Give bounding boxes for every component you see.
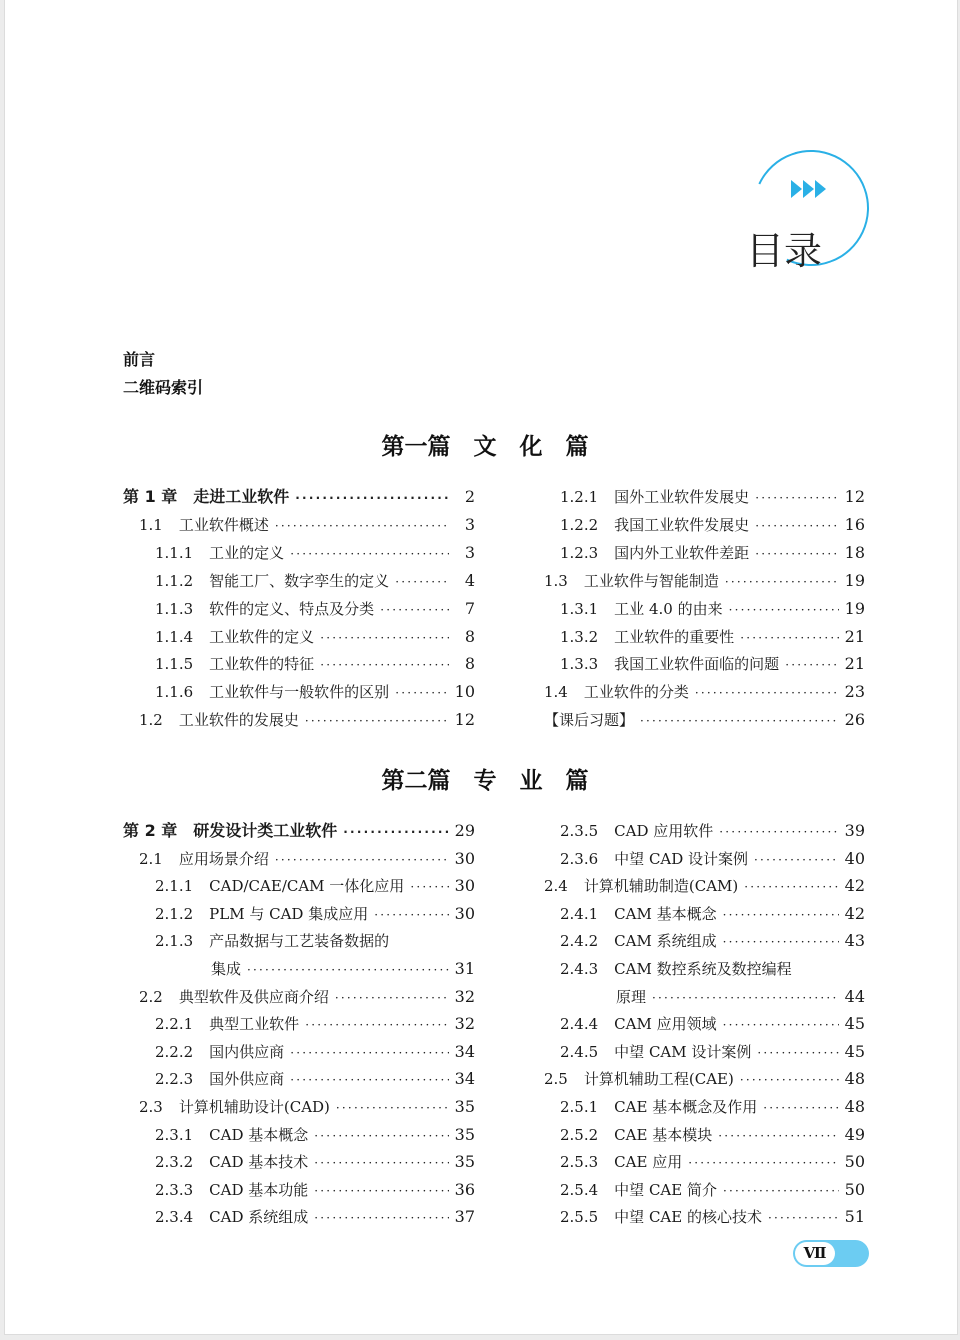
- toc-entry-page: 48: [844, 1097, 865, 1116]
- toc-entry-title: 工业软件概述: [178, 515, 269, 534]
- toc-entry[interactable]: [544, 1067, 865, 1091]
- toc-entry[interactable]: [155, 625, 475, 649]
- toc-entry-number: 2.3.3: [155, 1180, 194, 1199]
- toc-entry-title: 应用场景介绍: [178, 849, 269, 868]
- dot-leader: [290, 542, 449, 566]
- toc-entry-page: 2: [464, 487, 475, 506]
- toc-entry-page: 4: [464, 570, 475, 590]
- toc-entry-title: CAD 基本概念: [209, 1125, 309, 1144]
- toc-entry-page: 19: [844, 598, 865, 618]
- toc-entry-page: 40: [844, 848, 865, 868]
- dot-leader: [290, 1068, 448, 1092]
- toc-entry-number: 2.2.3: [155, 1070, 194, 1089]
- toc-entry-page: 8: [464, 626, 475, 646]
- toc-entry-title: CAD 应用软件: [614, 822, 714, 840]
- toc-entry-title: 原理: [616, 987, 647, 1006]
- toc-entry-number: 2.3.1: [155, 1125, 194, 1144]
- toc-entry-title: 工业软件与一般软件的区别: [209, 683, 390, 702]
- toc-entry-title: 典型工业软件: [209, 1015, 300, 1034]
- toc-entry-title: 计算机辅助设计(CAD): [178, 1098, 330, 1116]
- dot-leader: [729, 598, 839, 622]
- toc-entry-number: 2.3.5: [560, 822, 599, 840]
- toc-entry-title: 集成: [211, 960, 242, 978]
- toc-entry-page: 3: [464, 514, 475, 534]
- toc-entry-page: 42: [844, 903, 865, 923]
- toc-entry[interactable]: [155, 874, 475, 898]
- toc-entry[interactable]: [560, 597, 865, 621]
- dot-leader: [295, 486, 449, 510]
- toc-entry-number: 1.1.5: [155, 655, 194, 674]
- toc-entry-number: 1.2.1: [560, 488, 599, 506]
- toc-entry[interactable]: [560, 1040, 865, 1064]
- toc-entry-page: 34: [454, 1041, 475, 1061]
- toc-entry-title: 中望 CAE 的核心技术: [614, 1208, 762, 1227]
- toc-entry-page: 21: [844, 654, 865, 674]
- dot-leader: [768, 1206, 839, 1230]
- toc-entry[interactable]: [155, 1150, 475, 1174]
- toc-entry-page: 50: [844, 1152, 865, 1172]
- toc-entry-title: CAE 基本模块: [614, 1125, 713, 1144]
- toc-entry-number: 1.3.1: [560, 599, 599, 618]
- toc-entry-title: CAD 基本技术: [209, 1153, 309, 1172]
- toc-entry[interactable]: [155, 1205, 475, 1229]
- part-title-1: 第一篇 文 化 篇: [381, 434, 589, 460]
- toc-entry-title: 国内外工业软件差距: [614, 543, 750, 562]
- toc-entry[interactable]: [560, 485, 865, 509]
- dot-leader: [336, 1096, 449, 1120]
- toc-entry-number: 第 2 章: [123, 821, 178, 840]
- toc-entry-page: 36: [454, 1179, 475, 1199]
- dot-leader: [320, 653, 449, 677]
- toc-entry-number: 2.4.1: [560, 904, 599, 923]
- toc-entry-title: 智能工厂、数字孪生的定义: [209, 571, 390, 590]
- toc-entry-title: 国外工业软件发展史: [614, 488, 750, 506]
- toc-entry-number: 1.3.2: [560, 627, 599, 646]
- toc-entry-page: 34: [454, 1069, 475, 1089]
- dot-leader: [754, 848, 839, 872]
- toc-entry-number: 2.3.4: [155, 1208, 194, 1227]
- toc-entry-page: 12: [844, 487, 865, 506]
- toc-entry-title: 我国工业软件面临的问题: [614, 655, 780, 674]
- toc-entry-title: 【课后习题】: [544, 711, 635, 730]
- toc-entry[interactable]: [211, 957, 475, 981]
- toc-entry-title: CAM 系统组成: [614, 932, 717, 951]
- dot-leader: [247, 958, 449, 982]
- toc-entry-page: 49: [844, 1124, 865, 1144]
- dot-leader: [652, 986, 839, 1010]
- dot-leader: [755, 514, 838, 538]
- toc-entry-title: 中望 CAM 设计案例: [614, 1042, 752, 1061]
- dot-leader: [335, 986, 449, 1010]
- toc-entry[interactable]: [155, 929, 475, 953]
- toc-entry-title: 典型软件及供应商介绍: [178, 987, 329, 1006]
- toc-entry-title: 工业软件的重要性: [614, 627, 735, 646]
- toc-entry[interactable]: [560, 1012, 865, 1036]
- dot-leader: [305, 709, 449, 733]
- toc-entry[interactable]: [560, 902, 865, 926]
- toc-entry[interactable]: [155, 680, 475, 704]
- toc-entry[interactable]: [139, 513, 475, 537]
- dot-leader: [740, 1068, 839, 1092]
- toc-entry[interactable]: [544, 874, 865, 898]
- toc-entry-number: 2.2.1: [155, 1015, 194, 1034]
- toc-entry-page: 37: [454, 1207, 475, 1227]
- dot-leader: [314, 1151, 448, 1175]
- toc-entry-title: 研发设计类工业软件: [193, 821, 338, 840]
- toc-entry-page: 23: [844, 682, 865, 702]
- dot-leader: [740, 626, 838, 650]
- dot-leader: [688, 1151, 838, 1175]
- toc-entry-number: 1.4: [544, 683, 568, 702]
- toc-entry-title: 工业软件的定义: [209, 627, 315, 646]
- toc-entry-page: 42: [844, 876, 865, 896]
- toc-entry-page: 31: [454, 959, 475, 978]
- dot-leader: [343, 820, 448, 844]
- toc-entry-title: 工业 4.0 的由来: [614, 599, 723, 618]
- toc-entry[interactable]: [155, 902, 475, 926]
- dot-leader: [395, 570, 449, 594]
- toc-entry[interactable]: [560, 1095, 865, 1119]
- dot-leader: [275, 514, 449, 538]
- toc-entry[interactable]: [123, 819, 475, 843]
- dot-leader: [744, 875, 838, 899]
- toc-entry-number: 2.4.5: [560, 1042, 599, 1061]
- toc-entry-number: 1.1.6: [155, 683, 194, 702]
- toc-entry-number: 1.3.3: [560, 655, 599, 674]
- toc-entry-number: 1.2.2: [560, 515, 599, 534]
- toc-entry-number: 2.5: [544, 1070, 568, 1089]
- toc-entry-number: 1.1.4: [155, 627, 194, 646]
- toc-entry[interactable]: [560, 625, 865, 649]
- toc-entry-page: 44: [844, 986, 865, 1006]
- toc-entry[interactable]: [560, 1150, 865, 1174]
- toc-entry-title: CAE 基本概念及作用: [614, 1098, 758, 1116]
- toc-entry-title: 我国工业软件发展史: [614, 515, 750, 534]
- dot-leader: [320, 626, 449, 650]
- dot-leader: [718, 1124, 838, 1148]
- dot-leader: [755, 486, 838, 510]
- page-number: Ⅶ: [795, 1242, 835, 1265]
- toc-entry-title: CAD/CAE/CAM 一体化应用: [209, 877, 405, 896]
- dot-leader: [695, 681, 839, 705]
- toc-entry-page: 19: [844, 570, 865, 590]
- dot-leader: [374, 903, 448, 927]
- toc-entry-title: 产品数据与工艺装备数据的: [209, 932, 390, 951]
- dot-leader: [305, 1013, 448, 1037]
- toc-entry[interactable]: [560, 513, 865, 537]
- dot-leader: [640, 709, 839, 733]
- dot-leader: [723, 1179, 839, 1203]
- triple-arrow-icon: [791, 180, 826, 198]
- toc-entry-title: 中望 CAE 简介: [614, 1180, 717, 1199]
- toc-entry[interactable]: [155, 1040, 475, 1064]
- toc-entry-page: 45: [844, 1014, 865, 1034]
- toc-entry-title: CAM 应用领域: [614, 1015, 717, 1034]
- toc-entry-title: CAD 基本功能: [209, 1180, 309, 1199]
- toc-entry-number: 2.4: [544, 877, 568, 896]
- toc-entry-number: 1.2: [139, 711, 163, 730]
- dot-leader: [723, 1013, 839, 1037]
- toc-entry-number: 2.3.2: [155, 1153, 194, 1172]
- page-number-tab: [793, 1240, 869, 1267]
- toc-entry[interactable]: [560, 1178, 865, 1202]
- toc-entry-page: 51: [844, 1207, 865, 1227]
- toc-entry-number: 2.5.5: [560, 1208, 599, 1227]
- toc-entry-page: 30: [454, 903, 475, 923]
- toc-entry-number: 2.1.3: [155, 932, 194, 951]
- toc-entry-number: 第 1 章: [123, 487, 178, 506]
- toc-entry-number: 2.1.2: [155, 904, 194, 923]
- toc-entry-number: 2.5.1: [560, 1098, 599, 1116]
- dot-leader: [723, 930, 839, 954]
- toc-entry[interactable]: [155, 1012, 475, 1036]
- toc-entry[interactable]: [155, 1123, 475, 1147]
- page-sheet: [4, 0, 958, 1335]
- dot-leader: [275, 848, 449, 872]
- toc-entry-title: CAM 数控系统及数控编程: [614, 960, 792, 978]
- toc-entry-number: 1.1.2: [155, 571, 194, 590]
- toc-entry[interactable]: [155, 541, 475, 565]
- toc-entry[interactable]: [155, 652, 475, 676]
- dot-leader: [314, 1206, 448, 1230]
- dot-leader: [380, 598, 449, 622]
- toc-entry-title: PLM 与 CAD 集成应用: [209, 904, 369, 923]
- dot-leader: [757, 1041, 838, 1065]
- toc-entry-page: 10: [454, 682, 475, 702]
- toc-entry[interactable]: [544, 708, 865, 732]
- dot-leader: [410, 875, 448, 899]
- toc-entry[interactable]: [139, 1095, 475, 1119]
- toc-entry-title: 国内供应商: [209, 1042, 285, 1061]
- toc-entry-page: 32: [454, 986, 475, 1006]
- toc-entry-number: 2.2.2: [155, 1042, 194, 1061]
- toc-entry-page: 26: [844, 710, 865, 730]
- dot-leader: [723, 903, 839, 927]
- toc-entry[interactable]: [155, 1178, 475, 1202]
- toc-entry-title: 中望 CAD 设计案例: [614, 849, 749, 868]
- toc-entry-page: 29: [454, 821, 475, 840]
- toc-entry-title: 工业的定义: [209, 543, 285, 562]
- toc-entry[interactable]: [544, 680, 865, 704]
- toc-entry-number: 1.1.1: [155, 543, 194, 562]
- toc-entry-number: 2.3: [139, 1098, 163, 1116]
- toc-entry-page: 50: [844, 1179, 865, 1199]
- toc-entry-number: 2.1.1: [155, 877, 194, 896]
- toc-entry-page: 18: [844, 542, 865, 562]
- dot-leader: [755, 542, 838, 566]
- toc-entry[interactable]: [560, 847, 865, 871]
- toc-entry-title: 走进工业软件: [193, 487, 290, 506]
- toc-entry-page: 8: [464, 654, 475, 674]
- toc-entry[interactable]: [560, 652, 865, 676]
- toc-entry-title: 工业软件的特征: [209, 655, 315, 674]
- dot-leader: [785, 653, 838, 677]
- toc-entry[interactable]: [560, 957, 865, 981]
- toc-entry-title: 工业软件与智能制造: [583, 571, 719, 590]
- toc-entry-number: 1.3: [544, 571, 568, 590]
- toc-entry-page: 21: [844, 626, 865, 646]
- toc-entry-page: 12: [454, 710, 475, 730]
- dot-leader: [719, 820, 838, 844]
- toc-entry-page: 30: [454, 848, 475, 868]
- toc-entry-number: 2.5.4: [560, 1180, 599, 1199]
- dot-leader: [314, 1124, 448, 1148]
- toc-entry-number: 1.2.3: [560, 543, 599, 562]
- toc-entry[interactable]: [616, 985, 865, 1009]
- toc-entry-page: 35: [454, 1152, 475, 1172]
- toc-entry-page: 3: [464, 542, 475, 562]
- toc-entry[interactable]: [560, 819, 865, 843]
- toc-entry-page: 30: [454, 876, 475, 896]
- toc-entry-number: 2.5.3: [560, 1153, 599, 1172]
- toc-entry-number: 2.1: [139, 849, 163, 868]
- toc-front-qr-index[interactable]: 二维码索引: [123, 378, 204, 397]
- toc-entry[interactable]: [560, 1123, 865, 1147]
- toc-entry-number: 1.1.3: [155, 599, 194, 618]
- toc-entry-page: 32: [454, 1014, 475, 1034]
- toc-entry-title: CAD 系统组成: [209, 1208, 309, 1227]
- part-title-2: 第二篇 专 业 篇: [381, 768, 589, 794]
- toc-entry-page: 48: [844, 1069, 865, 1089]
- dot-leader: [763, 1096, 838, 1120]
- toc-entry-number: 2.2: [139, 987, 163, 1006]
- toc-front-preface[interactable]: 前言: [123, 350, 156, 369]
- toc-entry[interactable]: [139, 985, 475, 1009]
- toc-entry-page: 35: [454, 1124, 475, 1144]
- toc-entry[interactable]: [155, 597, 475, 621]
- toc-entry-page: 35: [454, 1097, 475, 1116]
- page-title: 目录: [746, 229, 823, 273]
- toc-entry-title: 国外供应商: [209, 1070, 285, 1089]
- toc-entry-page: 39: [844, 821, 865, 840]
- toc-entry-title: 工业软件的分类: [583, 683, 689, 702]
- toc-entry-page: 7: [464, 598, 475, 618]
- toc-entry-title: 软件的定义、特点及分类: [209, 599, 375, 618]
- dot-leader: [725, 570, 839, 594]
- toc-entry-page: 45: [844, 1041, 865, 1061]
- toc-entry-page: 43: [844, 931, 865, 951]
- toc-entry-number: 2.5.2: [560, 1125, 599, 1144]
- toc-entry-title: CAE 应用: [614, 1153, 683, 1172]
- toc-entry-page: 16: [844, 514, 865, 534]
- toc-entry[interactable]: [123, 485, 475, 509]
- toc-entry-number: 2.4.2: [560, 932, 599, 951]
- toc-entry-title: CAM 基本概念: [614, 904, 717, 923]
- toc-entry[interactable]: [139, 708, 475, 732]
- toc-entry-number: 2.4.4: [560, 1015, 599, 1034]
- toc-entry[interactable]: [560, 1205, 865, 1229]
- toc-entry[interactable]: [560, 541, 865, 565]
- toc-entry[interactable]: [155, 1067, 475, 1091]
- toc-entry[interactable]: [155, 569, 475, 593]
- toc-entry[interactable]: [560, 929, 865, 953]
- toc-entry-title: 计算机辅助制造(CAM): [583, 877, 739, 896]
- dot-leader: [290, 1041, 448, 1065]
- dot-leader: [395, 681, 448, 705]
- toc-entry-number: 1.1: [139, 515, 163, 534]
- toc-entry-title: 工业软件的发展史: [178, 711, 299, 730]
- toc-entry-number: 2.3.6: [560, 849, 599, 868]
- toc-entry-number: 2.4.3: [560, 960, 599, 978]
- toc-entry[interactable]: [139, 847, 475, 871]
- toc-entry[interactable]: [544, 569, 865, 593]
- dot-leader: [314, 1179, 448, 1203]
- toc-entry-title: 计算机辅助工程(CAE): [583, 1070, 734, 1089]
